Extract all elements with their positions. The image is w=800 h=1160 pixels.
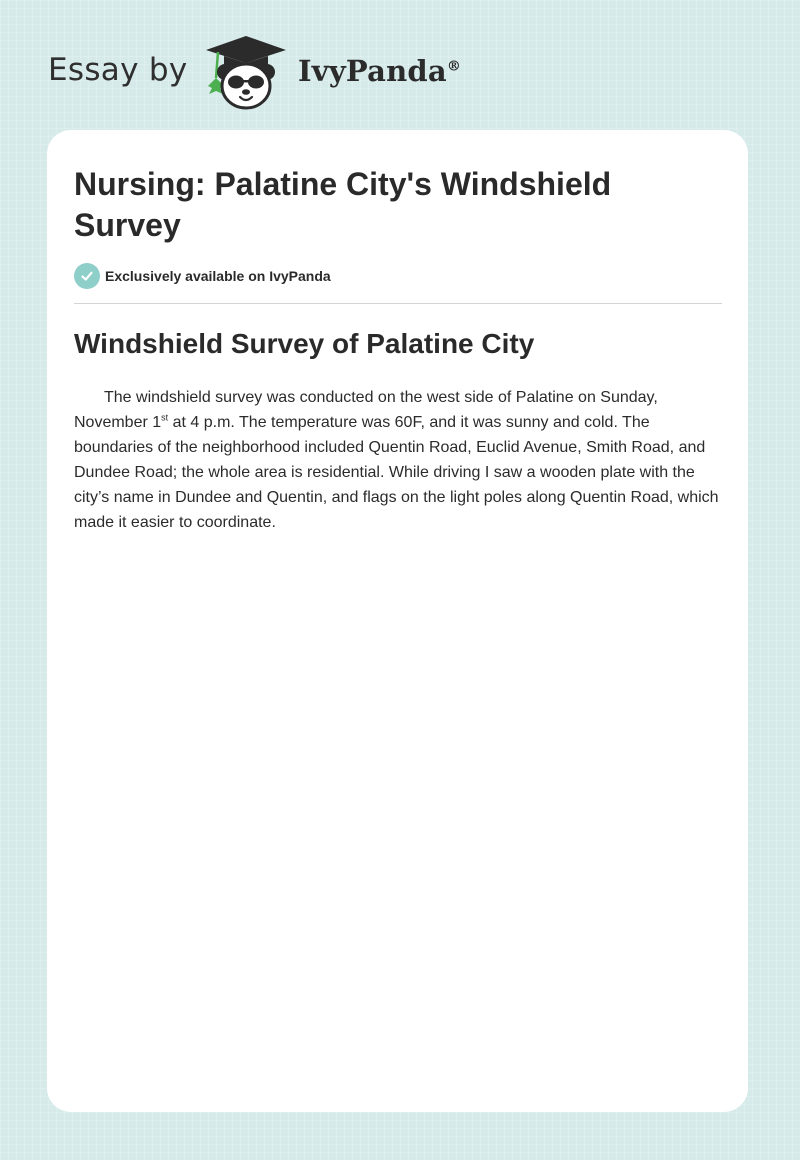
panda-graduate-icon[interactable]	[200, 34, 292, 112]
check-circle-icon	[74, 263, 100, 289]
document-title: Nursing: Palatine City's Windshield Survey	[74, 166, 612, 243]
paragraph-text-end: at 4 p.m. The temperature was 60F, and it was sunny and cold. The boundaries of the neighborhood included Quentin Road, Euclid Avenue, Smith Road, and Dundee Road; the whole area is residential. While driving I saw a wooden plate with the city’s name in Dundee and Quentin, and flags on the light poles along Quentin Road, which made it easier to coordinate.	[74, 414, 719, 531]
body-paragraph	[74, 385, 722, 535]
brand-name[interactable]: IvyPanda®	[298, 54, 462, 88]
paragraph-text-start: The windshield survey was conducted on the west side of Palatine on Sunday, November 1	[74, 389, 658, 431]
badge-label: Exclusively available on IvyPanda	[105, 268, 331, 284]
divider	[74, 303, 722, 304]
exclusive-badge	[74, 263, 331, 289]
essay-card	[47, 130, 748, 1112]
registered-mark: ®	[446, 58, 462, 75]
section-heading: Windshield Survey of Palatine City	[74, 328, 535, 359]
site-header	[48, 34, 508, 114]
ordinal-suffix: st	[161, 412, 169, 423]
essay-by-label: Essay by	[48, 52, 188, 88]
